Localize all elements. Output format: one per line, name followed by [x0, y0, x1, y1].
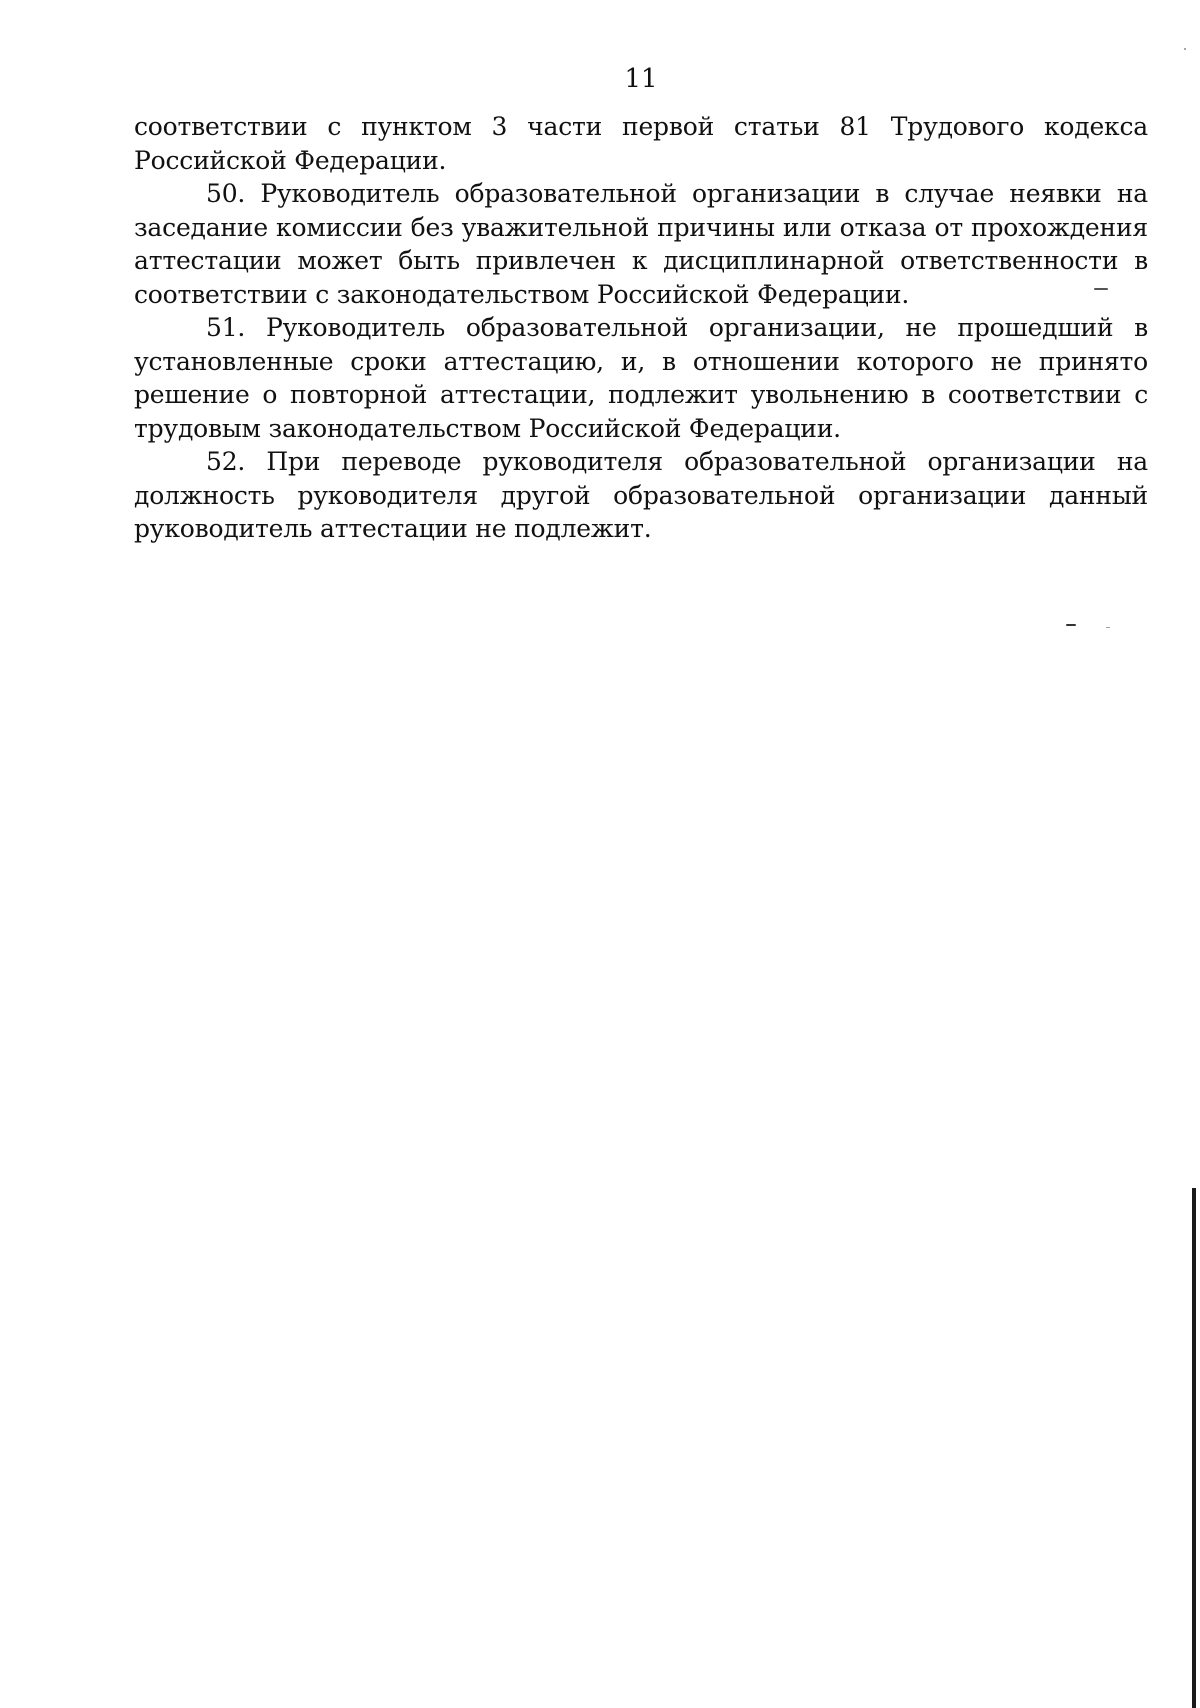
paragraph-50: 50. Руководитель образовательной организации в случае неявки на заседание комиссии без уважительной причины или отказа от прохождения аттестации может быть привлечен к дисциплинарной ответственности в соответствии с законодательством Российской Федерации.	[134, 179, 1148, 309]
paragraph-continuation: соответствии с пунктом 3 части первой статьи 81 Трудового кодекса Российской Федерации.	[134, 112, 1148, 175]
scan-speck	[1106, 627, 1110, 628]
page-number: 11	[624, 64, 658, 94]
scan-edge-mark	[1192, 1188, 1196, 1708]
paragraph-52: 52. При переводе руководителя образовательной организации на должность руководителя другой образовательной организации данный руководитель аттестации не подлежит.	[134, 447, 1148, 543]
document-body	[134, 110, 1148, 546]
scan-speck	[1066, 624, 1076, 626]
paragraph-51: 51. Руководитель образовательной организации, не прошедший в установленные сроки аттестацию, и, в отношении которого не принято решение о повторной аттестации, подлежит увольнению в соответствии с трудовым законодательством Российской Федерации.	[134, 313, 1148, 443]
scan-speck	[1184, 48, 1186, 50]
scan-speck	[1094, 288, 1108, 290]
